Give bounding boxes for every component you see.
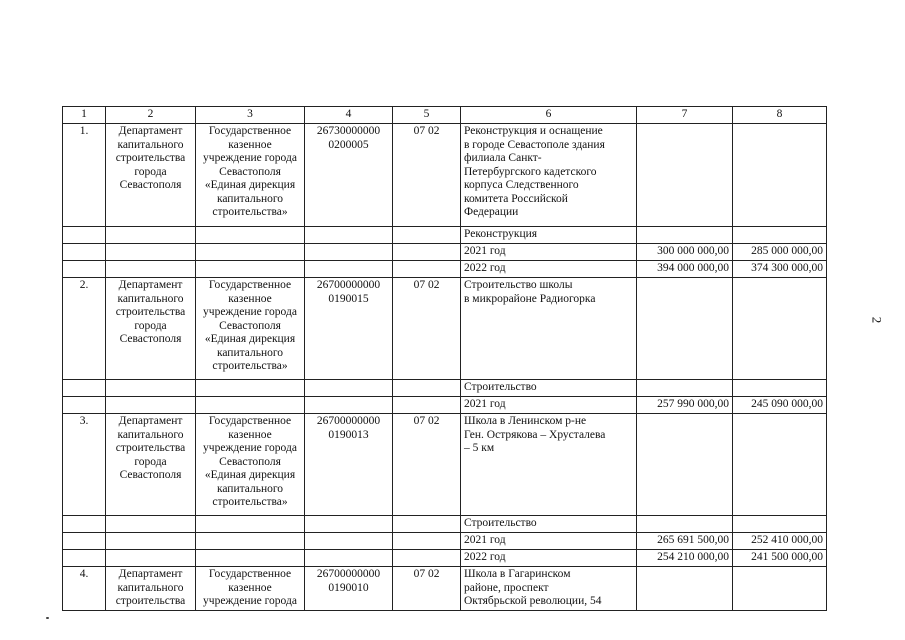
amount-col8: 285 000 000,00 [733,244,827,261]
amount-col7: 394 000 000,00 [637,261,733,278]
row-number: 3. [63,414,106,516]
table-row [63,414,827,516]
amount-col8: 245 090 000,00 [733,397,827,414]
amount-col8: 252 410 000,00 [733,533,827,550]
header-row [63,107,827,124]
department-name: Департамент капитального строительства города Севастополя [115,279,186,345]
budget-table [62,106,827,611]
table-row [63,278,827,380]
amount-col7: 265 691 500,00 [637,533,733,550]
year-label: 2022 год [461,550,637,567]
budget-code: 26700000000 0190015 [316,279,381,305]
object-name: Реконструкция и оснащение в городе Севастополе здания филиала Санкт- Петербургского кадетского корпуса Следственного комитета Российской Федерации [464,125,605,218]
amount-col7: 254 210 000,00 [637,550,733,567]
department-name: Департамент капитального строительства [115,568,186,607]
budget-code: 26730000000 0200005 [316,125,381,151]
amount-col7: 300 000 000,00 [637,244,733,261]
header-cell-8: 8 [733,107,827,124]
budget-code: 26700000000 0190013 [316,415,381,441]
section-code: 07 02 [393,567,461,611]
table-row [63,124,827,227]
row-number: 1. [63,124,106,227]
table-row [63,244,827,261]
table-row [63,567,827,611]
recipient-name: Государственное казенное учреждение города Севастополя «Единая дирекция капитального строительства» [203,125,297,218]
table-row [63,227,827,244]
department-name: Департамент капитального строительства города Севастополя [115,125,186,191]
year-label: 2021 год [461,397,637,414]
amount-col7: 257 990 000,00 [637,397,733,414]
year-label: 2021 год [461,244,637,261]
recipient-name: Государственное казенное учреждение города Севастополя «Единая дирекция капитального строительства» [203,415,297,508]
object-name: Школа в Ленинском р-не Ген. Острякова – Хрусталева – 5 км [464,415,606,454]
recipient-name: Государственное казенное учреждение города [203,568,297,607]
header-cell-1: 1 [63,107,106,124]
amount-col8: 241 500 000,00 [733,550,827,567]
object-name: Строительство школы в микрорайоне Радиогорка [464,279,596,305]
amount-col8: 374 300 000,00 [733,261,827,278]
row-number: 2. [63,278,106,380]
work-type: Строительство [461,516,637,533]
year-label: 2022 год [461,261,637,278]
table-row [63,261,827,278]
table-row [63,533,827,550]
header-cell-7: 7 [637,107,733,124]
row-number: 4. [63,567,106,611]
page-number: 2 [869,316,885,324]
header-cell-4: 4 [305,107,393,124]
header-cell-3: 3 [196,107,305,124]
department-name: Департамент капитального строительства города Севастополя [115,415,186,481]
object-name: Школа в Гагаринском районе, проспект Октябрьской революции, 54 [464,568,602,607]
work-type: Строительство [461,380,637,397]
recipient-name: Государственное казенное учреждение города Севастополя «Единая дирекция капитального строительства» [203,279,297,372]
section-code: 07 02 [393,124,461,227]
header-cell-6: 6 [461,107,637,124]
work-type: Реконструкция [461,227,637,244]
table-row [63,550,827,567]
section-code: 07 02 [393,414,461,516]
header-cell-2: 2 [106,107,196,124]
scan-speck [46,617,49,619]
section-code: 07 02 [393,278,461,380]
header-cell-5: 5 [393,107,461,124]
table-row [63,397,827,414]
year-label: 2021 год [461,533,637,550]
budget-code: 26700000000 0190010 [316,568,381,594]
table-row [63,516,827,533]
table-row [63,380,827,397]
